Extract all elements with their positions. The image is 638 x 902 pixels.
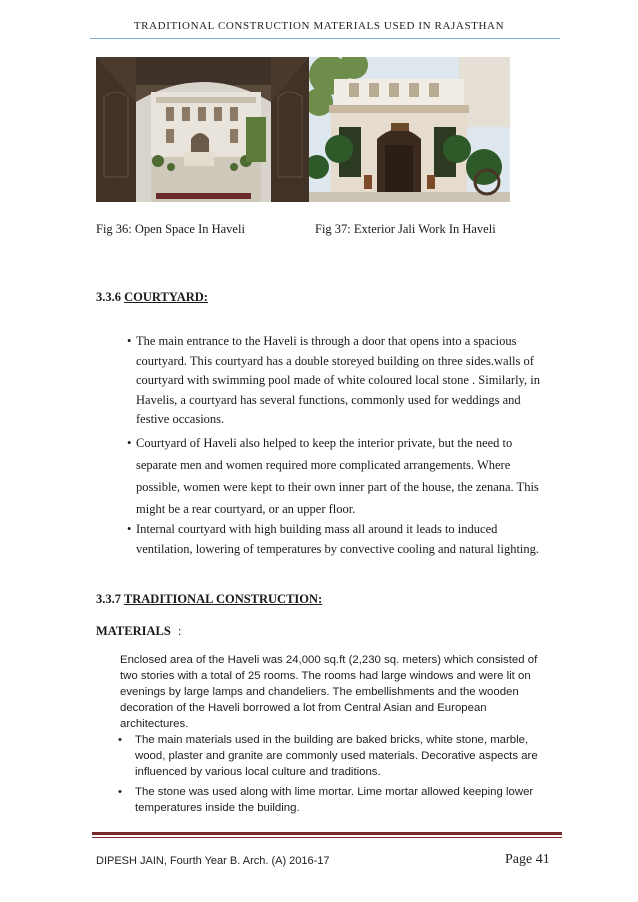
- section-number: 3.3.7: [96, 592, 121, 606]
- bullet-line: festive occasions.: [136, 412, 225, 426]
- bullet-line: Havelis, a courtyard has several functions, commonly used for weddings and: [136, 392, 521, 407]
- footer-rule-thin: [92, 837, 562, 838]
- bullet-line: influenced by various local culture and traditions.: [135, 766, 381, 778]
- bullet-line: temperatures inside the building.: [135, 802, 300, 814]
- materials-paragraph: [120, 652, 550, 732]
- bullet-line: ventilation, lowering of temperatures by convective cooling and natural lighting.: [136, 541, 540, 556]
- running-header: TRADITIONAL CONSTRUCTION MATERIALS USED IN RAJASTHAN: [133, 20, 505, 32]
- bullet-line: The main materials used in the building are baked bricks, white stone, marble,: [135, 734, 529, 746]
- bullet-dot-icon: •: [127, 436, 132, 450]
- bullet-line: courtyard. This courtyard has a double storeyed building on three sides.walls of: [136, 353, 534, 368]
- bullet-line: The stone was used along with lime mortar. Lime mortar allowed keeping lower: [135, 786, 534, 798]
- bullet-line: wood, plaster and granite are commonly used materials. Decorative aspects are: [135, 750, 538, 762]
- figure-36-caption: Fig 36: Open Space In Haveli: [96, 222, 245, 236]
- section-heading-construction: [96, 592, 322, 607]
- bullet-line: possible, women were kept to their own inner part of the house, the zenana. This: [136, 480, 539, 494]
- paragraph-line: two stories with a total of 25 rooms. The rooms had large windows and were lit on: [120, 670, 531, 682]
- page-number: Page 41: [505, 852, 550, 867]
- figure-37-caption: Fig 37: Exterior Jali Work In Haveli: [315, 222, 496, 236]
- figure-36-photo: [96, 57, 309, 202]
- bullet-line: separate men and women required more complicated arrangements. Where: [136, 458, 511, 472]
- bullet-line: Courtyard of Haveli also helped to keep the interior private, but the need to: [136, 436, 513, 450]
- header-rule: [90, 38, 560, 39]
- bullet-line: courtyard with swimming pool made of white coloured local stone . Similarly, in: [136, 373, 540, 387]
- subheading-text: MATERIALS: [96, 624, 171, 638]
- bullet-line: might be a rear courtyard, or an upper floor.: [136, 502, 356, 516]
- bullet-dot-icon: •: [127, 522, 132, 536]
- bullet-dot-icon: •: [118, 786, 122, 798]
- courtyard-bullet-3: [120, 520, 540, 559]
- section-number: 3.3.6: [96, 290, 121, 304]
- paragraph-line: decoration of the Haveli borrowed a lot from Central Asian and European: [120, 702, 487, 714]
- materials-bullet-2: [118, 784, 558, 816]
- section-title: COURTYARD:: [124, 290, 208, 304]
- footer-rule-thick: [92, 832, 562, 835]
- paragraph-line: architectures.: [120, 718, 189, 730]
- paragraph-line: Enclosed area of the Haveli was 24,000 sq.ft (2,230 sq. meters) which consisted of: [120, 654, 538, 666]
- section-heading-courtyard: [96, 290, 208, 305]
- materials-subheading: [96, 624, 181, 639]
- bullet-line: Internal courtyard with high building mass all around it leads to induced: [136, 522, 498, 536]
- figure-37-photo: [309, 57, 510, 202]
- bullet-dot-icon: •: [118, 734, 122, 746]
- subheading-colon: :: [177, 624, 182, 638]
- paragraph-line: evenings by large lamps and chandeliers. The embellishments and the wooden: [120, 686, 519, 698]
- materials-bullet-1: [118, 732, 558, 780]
- section-title: TRADITIONAL CONSTRUCTION:: [123, 592, 323, 606]
- footer-author: DIPESH JAIN, Fourth Year B. Arch. (A) 2016-17: [96, 855, 330, 867]
- courtyard-bullet-1: [120, 332, 540, 430]
- courtyard-bullet-2: [120, 432, 540, 520]
- bullet-dot-icon: •: [127, 334, 132, 348]
- bullet-line: The main entrance to the Haveli is through a door that opens into a spacious: [136, 334, 517, 348]
